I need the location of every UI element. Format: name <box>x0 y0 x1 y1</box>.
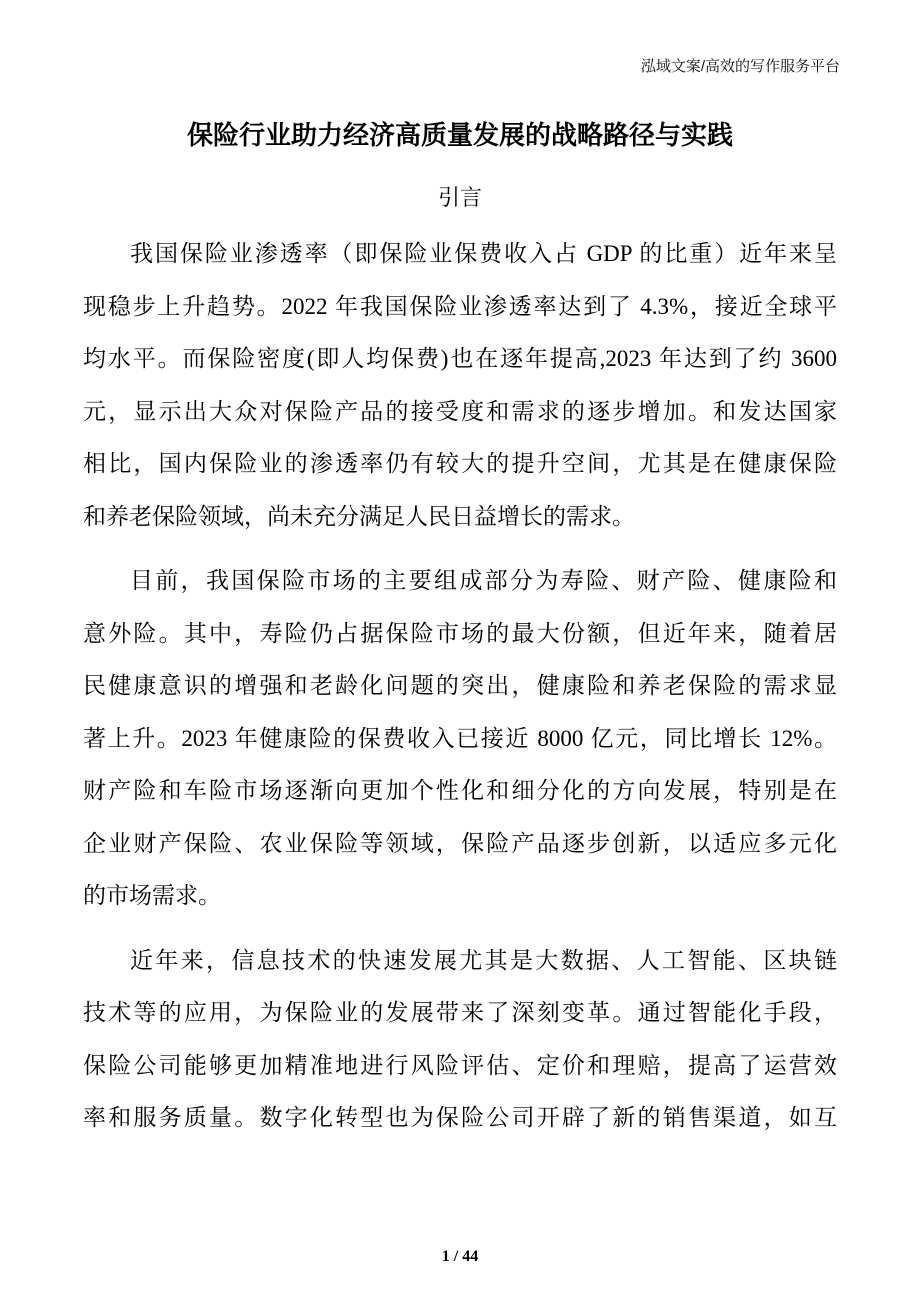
text-line: 保险公司能够更加精准地进行风险评估、定价和理赔，提高了运营效 <box>83 1052 837 1078</box>
text-line: 企业财产保险、农业保险等领域，保险产品逐步创新，以适应多元化 <box>83 830 837 856</box>
text-line: 相比，国内保险业的渗透率仍有较大的提升空间，尤其是在健康保险 <box>83 451 837 476</box>
text-line: 元，显示出大众对保险产品的接受度和需求的逐步增加。和发达国家 <box>83 398 837 424</box>
text-line: 技术等的应用，为保险业的发展带来了深刻变革。通过智能化手段， <box>83 1000 837 1025</box>
text-line: 近年来，信息技术的快速发展尤其是大数据、人工智能、区块链 <box>130 947 837 973</box>
paragraph-2 <box>83 555 837 923</box>
brand-header: 泓域文案/高效的写作服务平台 <box>640 58 840 75</box>
text-line: 均水平。而保险密度(即人均保费)也在逐年提高,2023 年达到了约 3600 <box>83 346 837 371</box>
text-line: 的市场需求。 <box>83 883 221 908</box>
section-heading-intro: 引言 <box>437 185 482 210</box>
page-number: 1 / 44 <box>441 1248 479 1265</box>
text-line: 民健康意识的增强和老龄化问题的突出，健康险和养老保险的需求显 <box>83 673 837 698</box>
document-title: 保险行业助力经济高质量发展的战略路径与实践 <box>186 120 733 150</box>
text-line: 意外险。其中，寿险仍占据保险市场的最大份额，但近年来，随着居 <box>83 620 837 646</box>
text-line: 和养老保险领域，尚未充分满足人民日益增长的需求。 <box>83 503 635 529</box>
text-line: 财产险和车险市场逐渐向更加个性化和细分化的方向发展，特别是在 <box>83 778 837 803</box>
text-line: 著上升。2023 年健康险的保费收入已接近 8000 亿元，同比增长 12%。 <box>83 725 837 751</box>
text-line: 我国保险业渗透率（即保险业保费收入占 GDP 的比重）近年来呈 <box>130 241 837 266</box>
paragraph-1 <box>83 228 837 543</box>
text-line: 现稳步上升趋势。2022 年我国保险业渗透率达到了 4.3%，接近全球平 <box>83 293 837 319</box>
paragraph-3 <box>83 935 837 1145</box>
text-line: 目前，我国保险市场的主要组成部分为寿险、财产险、健康险和 <box>130 568 837 593</box>
text-line: 率和服务质量。数字化转型也为保险公司开辟了新的销售渠道，如互 <box>83 1105 837 1130</box>
